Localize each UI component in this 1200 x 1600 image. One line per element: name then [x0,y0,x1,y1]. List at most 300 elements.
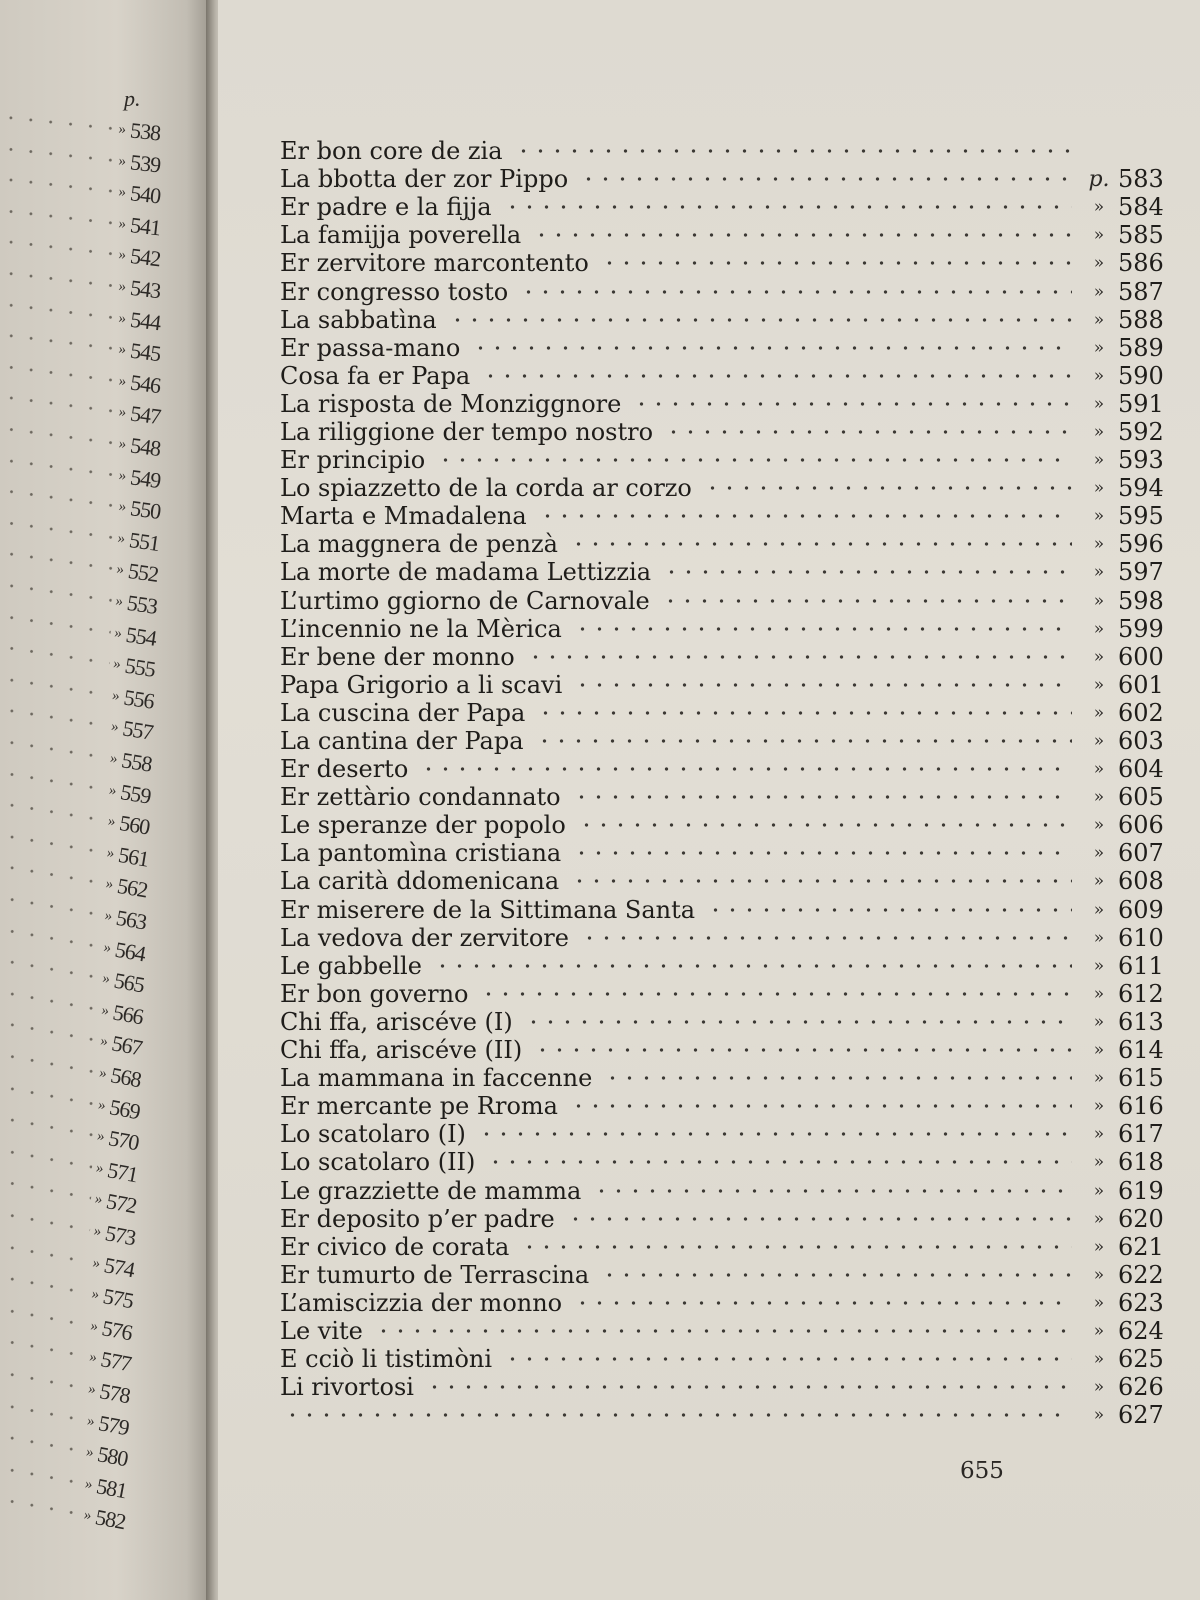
dot-leader [523,643,1072,671]
dot-leader [532,727,1072,755]
left-page-number: 574 [102,1251,137,1282]
toc-entry [280,305,1164,334]
toc-entry-page: 592 [1118,417,1164,446]
left-page-number: 570 [106,1125,141,1156]
toc-entry-page: 612 [1118,979,1164,1008]
toc-entry-mark: » [1093,534,1105,555]
toc-entry-mark: » [1093,478,1105,499]
toc-entry-page: 602 [1118,698,1164,727]
left-page-number: 567 [109,1030,144,1061]
toc-entry [280,389,1164,418]
ditto-mark: » [117,215,128,232]
dot-leader [600,1064,1072,1092]
toc-entry-mark: » [1093,309,1105,330]
toc-entry-page: 622 [1118,1260,1164,1289]
toc-entry-mark: » [1093,1096,1105,1117]
toc-entry-mark: » [1093,590,1105,611]
toc-entry-title: La famijja poverella [280,221,522,250]
ditto-mark: » [117,498,128,516]
toc-entry-mark: » [1093,1124,1105,1145]
toc-entry-mark: » [1093,1405,1105,1426]
ditto-mark: » [99,1033,110,1051]
toc-entry-title: Er deposito p’er padre [280,1204,555,1233]
toc-entry-mark: » [1093,1180,1105,1201]
ditto-mark: » [82,1506,93,1524]
ditto-mark: » [95,1127,107,1145]
toc-entry-mark: » [1093,759,1105,780]
toc-entry-title: Chi ffa, ariscéve (I) [280,1007,513,1036]
dot-leader [516,278,1072,306]
toc-entry-mark: » [1093,843,1105,864]
dot-leader [629,390,1072,418]
ditto-mark: » [117,152,127,169]
left-page-number: 557 [120,715,155,746]
left-page-number: 554 [124,621,158,651]
ditto-mark: » [100,1001,111,1019]
toc-entry [280,1232,1164,1261]
toc-entry-mark: » [1093,618,1105,639]
toc-entry [280,727,1164,756]
toc-entry-page: 596 [1118,530,1164,559]
toc-entry-title: Er zettàrio condannato [280,783,561,812]
dot-leader [569,783,1072,811]
toc-entry-title: Lo scatolaro (I) [280,1120,466,1149]
toc-entry-page: 618 [1118,1148,1164,1177]
toc-entry-page: 584 [1118,193,1164,222]
dot-leader [511,137,1072,165]
toc-entry-mark: » [1093,1068,1105,1089]
left-page-number: 566 [110,999,145,1030]
toc-entry [280,867,1164,896]
left-page-number: 549 [128,463,162,493]
toc-entry-page: 613 [1118,1007,1164,1036]
toc-entry [280,502,1164,531]
dot-leader [566,530,1072,558]
toc-entry-title: La mammana in faccenne [280,1064,593,1093]
left-page-number: 565 [112,967,146,998]
toc-entry [280,586,1164,615]
toc-entry-page: 594 [1118,474,1164,503]
dot-leader [658,587,1072,615]
toc-entry-title: Er miserere de la Sittimana Santa [280,895,696,924]
toc-entry-page: 623 [1118,1288,1164,1317]
toc-entry [280,474,1164,503]
dot-leader [535,502,1072,530]
left-page-number: 573 [103,1220,138,1251]
toc-entry-title: Le speranze der popolo [280,811,566,840]
toc-entry-title: La maggnera de penzà [280,530,558,559]
left-page-number: 538 [128,117,162,146]
ditto-mark: » [94,1159,105,1177]
toc-entry [280,1401,1164,1430]
toc-entry-title: Cosa fa er Papa [280,361,471,390]
toc-entry-title: La vedova der zervitore [280,923,569,952]
left-page-number: 582 [93,1504,128,1535]
dot-leader [476,980,1072,1008]
toc-entry-page: 609 [1118,895,1164,924]
toc-entry-page: 588 [1118,305,1164,334]
toc-entry-page: 608 [1118,867,1164,896]
toc-entry-mark: » [1093,281,1105,302]
page-folio: 655 [960,1458,1004,1484]
toc-entry-page: 590 [1118,361,1164,390]
toc-entry-title: Marta e Mmadalena [280,502,527,531]
toc-entry [280,249,1164,278]
toc-entry [280,221,1164,250]
toc-entry-title: Er congresso tosto [280,277,509,306]
ditto-mark: » [92,1222,103,1240]
dot-leader [576,165,1072,193]
toc-entry-title: La carità ddomenicana [280,867,560,896]
toc-entry-title: La sabbatìna [280,305,437,334]
ditto-mark: » [93,1190,104,1208]
ditto-mark: » [84,1443,96,1461]
toc-entry-title: Le grazziette de mamma [280,1176,582,1205]
toc-entry [280,839,1164,868]
left-page-number: 553 [125,589,159,619]
toc-entry-page: 626 [1118,1373,1164,1402]
dot-leader [563,1205,1072,1233]
toc-entry-title: Er tumurto de Terrascina [280,1260,590,1289]
left-page-number: 543 [128,274,162,304]
ditto-mark: » [105,844,116,862]
toc-entry [280,1373,1164,1402]
dot-leader [280,1401,1072,1429]
toc-entry-mark: » [1093,1349,1105,1370]
toc-entry-page: 586 [1118,249,1164,278]
left-page-number: 544 [128,306,162,335]
dot-leader [500,1345,1072,1373]
toc-entry-page: 597 [1118,558,1164,587]
toc-entry-mark: » [1093,871,1105,892]
toc-entry-page: 620 [1118,1204,1164,1233]
toc-entry-page: 621 [1118,1232,1164,1261]
toc-entry-mark: » [1093,646,1105,667]
toc-entry [280,1007,1164,1036]
left-page-number: 560 [117,810,152,840]
toc-entry-page: 593 [1118,446,1164,475]
left-page-number: 547 [128,400,162,430]
toc-entry [280,333,1164,362]
toc-entry [280,811,1164,840]
left-page-number: 546 [128,369,162,398]
toc-entry [280,1316,1164,1345]
toc-entry-mark: » [1093,1040,1105,1061]
left-page-number: 561 [116,841,151,872]
toc-entry-title: La riliggione der tempo nostro [280,417,654,446]
toc-entry-page: 589 [1118,333,1164,362]
toc-entry-page: 600 [1118,642,1164,671]
toc-entry-title: Er deserto [280,755,409,784]
toc-entry [280,361,1164,390]
toc-entry-mark: » [1093,506,1105,527]
ditto-mark: » [117,466,128,484]
toc-entry [280,165,1164,194]
ditto-mark: » [101,970,112,988]
left-page-number: 558 [119,747,154,777]
toc-entry-page: 605 [1118,783,1164,812]
toc-entry [280,755,1164,784]
dot-leader [422,1373,1072,1401]
left-page-number: 559 [118,778,153,809]
toc-entry-title: Chi ffa, ariscéve (II) [280,1036,523,1065]
toc-entry-page: 611 [1118,951,1164,980]
toc-entry [280,1064,1164,1093]
toc-entry [280,446,1164,475]
ditto-mark: » [117,278,128,295]
toc-entry [280,1120,1164,1149]
toc-entry-title: L’urtimo ggiorno de Carnovale [280,586,650,615]
toc-entry [280,1176,1164,1205]
left-page-number: 580 [95,1441,130,1472]
toc-entry-page: 591 [1118,389,1164,418]
left-page-number: 581 [94,1472,129,1504]
toc-entry-title: Lo spiazzetto de la corda ar corzo [280,474,692,503]
toc-entry [280,783,1164,812]
dot-leader [570,671,1072,699]
ditto-mark: » [117,403,128,421]
toc-entry-page: 604 [1118,755,1164,784]
toc-entry-title: Er mercante pe Rroma [280,1092,558,1121]
left-page-number: 552 [126,558,160,588]
left-page-number: 540 [128,180,162,209]
toc-entry-title: Le gabbelle [280,951,422,980]
toc-entry-mark: » [1093,1320,1105,1341]
toc-entry-mark: » [1093,1264,1105,1285]
left-page-number: 577 [98,1346,133,1377]
ditto-mark: » [117,340,128,358]
toc-entry-page: 615 [1118,1064,1164,1093]
dot-leader [530,1036,1072,1064]
toc-entry-mark: » [1093,421,1105,442]
ditto-mark: » [83,1475,94,1493]
dot-leader [533,699,1072,727]
toc-entry [280,1260,1164,1289]
toc-entry-page: 614 [1118,1036,1164,1065]
toc-entry [280,923,1164,952]
left-page-number: 568 [108,1062,143,1093]
left-page-number: 556 [122,684,156,714]
toc-entry-mark: » [1093,225,1105,246]
toc-entry-mark: » [1093,1292,1105,1313]
dot-leader [416,755,1072,783]
dot-leader [517,1233,1072,1261]
dot-leader [566,1092,1072,1120]
toc-entry-page: 598 [1118,586,1164,615]
dot-leader [703,896,1072,924]
toc-entry-mark: » [1093,393,1105,414]
dot-leader [500,193,1072,221]
toc-entry-mark: » [1093,955,1105,976]
toc-entry-title: Er bene der monno [280,642,515,671]
ditto-mark: » [114,592,125,610]
dot-leader [521,1008,1072,1036]
toc-entry-mark: » [1093,253,1105,274]
toc-entry-mark: » [1093,702,1105,723]
toc-entry-title: La pantomìna cristiana [280,839,562,868]
dot-leader [474,1120,1072,1148]
toc-entry-mark: » [1093,674,1105,695]
toc-entry-mark: p. [1088,166,1110,192]
ditto-mark: » [88,1348,99,1366]
toc-entry [280,698,1164,727]
toc-entry-page: 607 [1118,839,1164,868]
toc-entry-mark: » [1093,983,1105,1004]
toc-entry-mark: » [1093,731,1105,752]
ditto-mark: » [117,246,128,264]
toc-entry-page: 587 [1118,277,1164,306]
ditto-mark: » [117,372,128,390]
dot-leader [433,446,1072,474]
ditto-mark: » [117,435,128,453]
toc-entry [280,1036,1164,1065]
ditto-mark: » [90,1285,101,1303]
toc-entry-mark: » [1093,787,1105,808]
toc-entry [280,277,1164,306]
toc-entry-page: 601 [1118,670,1164,699]
left-page-number: 562 [115,873,150,903]
dot-leader [478,362,1072,390]
ditto-mark: » [85,1412,97,1430]
toc-entry-title: L’incennio ne la Mèrica [280,614,562,643]
toc-entry [280,642,1164,671]
toc-entry-title: La morte de madama Lettizzia [280,558,652,587]
toc-entry [280,530,1164,559]
ditto-mark: » [111,686,121,704]
toc-entry [280,193,1164,222]
dot-leader [445,306,1072,334]
toc-entry [280,1345,1164,1374]
toc-entry-page: 599 [1118,614,1164,643]
toc-entry [280,137,1160,165]
toc-entry-page: 610 [1118,923,1164,952]
toc-entry-title: E cciò li tistimòni [280,1345,493,1374]
toc-entry [280,670,1164,699]
toc-entry-mark: » [1093,1011,1105,1032]
toc-entry-page: 583 [1118,165,1164,194]
dot-leader [529,221,1072,249]
toc-entry-mark: » [1093,1208,1105,1229]
left-page-number: 578 [97,1378,132,1409]
left-page-number: 563 [114,904,149,935]
toc-entry [280,417,1164,446]
toc-entry-page: 606 [1118,811,1164,840]
toc-entry-title: Er zervitore marcontento [280,249,589,278]
toc-entry-title: Papa Grigorio a li scavi [280,670,563,699]
left-page-number: 550 [128,495,162,525]
toc-entry-title: Le vite [280,1316,363,1345]
toc-entry-page: 617 [1118,1120,1164,1149]
dot-leader [589,1177,1072,1205]
left-page-number: 571 [105,1156,140,1188]
left-page-number: 579 [96,1409,131,1440]
ditto-mark: » [89,1317,100,1335]
left-page-number: 564 [113,936,148,967]
toc-entry-mark: » [1093,927,1105,948]
toc-entry-page: 624 [1118,1316,1164,1345]
dot-leader [700,474,1072,502]
toc-entry-title: L’amiscizzia der monno [280,1288,563,1317]
toc-entry [280,895,1164,924]
left-page-number: 542 [128,243,162,272]
toc-entry [280,1204,1164,1233]
dot-leader [570,1289,1072,1317]
ditto-mark: » [116,529,127,547]
toc-entry-page: 627 [1118,1401,1164,1430]
toc-entry-title: La bbotta der zor Pippo [280,165,569,194]
toc-entry-title: Li rivortosi [280,1373,414,1402]
toc-entry-mark: » [1093,365,1105,386]
ditto-mark: » [115,561,126,579]
dot-leader [597,249,1072,277]
toc-entry [280,979,1164,1008]
toc-entry [280,951,1164,980]
ditto-mark: » [112,655,123,673]
dot-leader [567,867,1072,895]
ditto-mark: » [96,1096,108,1114]
toc-entry-mark: » [1093,1377,1105,1398]
ditto-mark: » [91,1254,102,1272]
ditto-mark: » [104,875,115,893]
table-of-contents [280,137,1164,1430]
toc-entry-title: Er principio [280,446,426,475]
left-page-number: 545 [128,337,162,367]
dot-leader [483,1148,1072,1176]
toc-entry-mark: » [1093,899,1105,920]
left-page-number: 569 [107,1093,142,1124]
toc-entry [280,614,1164,643]
toc-entry-title: La risposta de Monziggnore [280,389,622,418]
ditto-mark: » [106,812,117,830]
left-page-number: 572 [104,1188,139,1219]
left-page-number: 539 [128,148,162,178]
ditto-mark: » [107,781,118,799]
toc-entry-title: Er civico de corata [280,1232,510,1261]
toc-entry-title: Er bon governo [280,979,469,1008]
ditto-mark: » [98,1064,109,1082]
ditto-mark: » [110,718,120,736]
toc-entry [280,1288,1164,1317]
dot-leader [468,334,1072,362]
dot-leader [569,839,1072,867]
toc-entry [280,558,1164,587]
dot-leader [659,558,1072,586]
toc-entry-mark: » [1093,197,1105,218]
dot-leader [430,952,1072,980]
ditto-mark: » [102,938,113,956]
toc-entry-title: Er padre e la fijja [280,193,492,222]
toc-entry-title: Er passa-mano [280,333,461,362]
toc-entry-page: 603 [1118,727,1164,756]
ditto-mark: » [117,120,127,138]
toc-entry [280,1092,1164,1121]
ditto-mark: » [87,1380,98,1398]
dot-leader [597,1261,1072,1289]
left-page-number: 551 [127,526,161,556]
left-page-header: p. [124,86,141,111]
toc-entry-mark: » [1093,450,1105,471]
toc-entry-title: Er bon core de zia [280,137,503,166]
left-page-number: 541 [128,211,162,241]
right-page [218,0,1200,1600]
dot-leader [661,418,1072,446]
toc-entry [280,1148,1164,1177]
toc-entry-mark: » [1093,337,1105,358]
left-page-number: 548 [128,432,162,462]
toc-entry-page: 619 [1118,1176,1164,1205]
toc-entry-title: La cantina der Papa [280,727,524,756]
toc-entry-mark: » [1093,1236,1105,1257]
